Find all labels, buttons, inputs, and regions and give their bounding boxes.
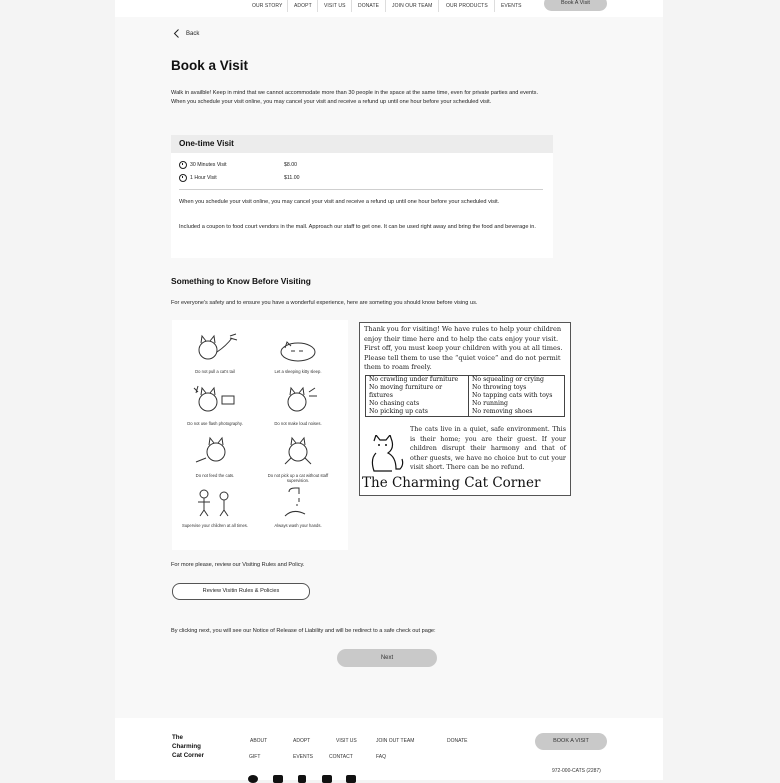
nav-visit-us[interactable]: VISIT US xyxy=(324,3,346,9)
footer-link-join-team[interactable]: JOIN OUT TEAM xyxy=(376,738,415,744)
rule-item: No throwing toys xyxy=(472,384,527,391)
logo-line: Cat Corner xyxy=(172,752,204,759)
card-title: One-time Visit xyxy=(171,135,553,153)
footer-link-contact[interactable]: CONTACT xyxy=(329,754,353,760)
option-label: 30 Minutes Visit xyxy=(190,162,227,168)
nav-divider xyxy=(351,0,352,12)
rule-caption: Do not pull a cat's tail xyxy=(195,369,235,374)
nav-donate[interactable]: DONATE xyxy=(358,3,380,9)
footer-link-adopt[interactable]: ADOPT xyxy=(293,738,311,744)
nav-our-story[interactable]: OUR STORY xyxy=(252,3,283,9)
more-info-text: For more please, review our Visiting Rules and Policy. xyxy=(171,562,305,568)
rule-item: No running xyxy=(472,400,508,407)
rule-caption: Always wash your hands. xyxy=(274,523,322,528)
liability-note: By clicking next, you will see our Notice of Release of Liability and will be redirect to a safe check out page: xyxy=(171,628,436,634)
intro-line-1: Walk in availble! Keep in mind that we cannot accommodate more than 30 people in the space at the same time, even for private parties and events. xyxy=(171,90,539,96)
rule-caption: Supervise your children at all times. xyxy=(181,523,249,528)
rule-item: No squealing or crying xyxy=(472,376,544,383)
rule-cell xyxy=(258,486,338,528)
clock-icon xyxy=(179,161,187,169)
rule-cell xyxy=(258,332,338,374)
rule-item: No moving furniture or fixtures xyxy=(369,384,443,399)
pick-up-cat-icon xyxy=(275,436,321,470)
rule-caption: Do not pick up a cat without staff supervision. xyxy=(267,473,329,483)
clock-icon xyxy=(179,174,187,182)
wash-hands-icon xyxy=(275,486,321,520)
rule-item: No tapping cats with toys xyxy=(472,392,553,399)
next-button[interactable]: Next xyxy=(337,649,437,667)
cat-silhouette-icon xyxy=(366,435,406,475)
rules-illustration xyxy=(172,320,348,550)
logo-line: Charming xyxy=(172,743,201,750)
facebook-icon[interactable] xyxy=(248,775,258,783)
rule-item: No removing shoes xyxy=(472,408,533,415)
footer-link-visit-us[interactable]: VISIT US xyxy=(336,738,357,744)
notice-brand: The Charming Cat Corner xyxy=(362,475,541,491)
nav-our-products[interactable]: OUR PRODUCTS xyxy=(446,3,488,9)
intro-line-2: When you schedule your visit online, you may cancel your visit and receive a refund up until one hour before your scheduled visit. xyxy=(171,99,492,105)
rule-item: No picking up cats xyxy=(369,408,428,415)
rule-caption: Do not use flash photography. xyxy=(187,421,243,426)
youtube-icon[interactable] xyxy=(322,775,332,783)
cat-tail-icon xyxy=(192,332,238,366)
card-note-coupon: Included a coupon to food court vendors in the mall. Approach our staff to get one. It can be used right away and bring the food and beverage in. xyxy=(179,224,536,230)
chevron-left-icon xyxy=(173,29,180,38)
section-subtitle: For everyone's safety and to ensure you have a wonderful experience, here are someting you should know before vising us. xyxy=(171,300,478,306)
section-title: Something to Know Before Visiting xyxy=(171,276,311,286)
rule-cell xyxy=(175,384,255,426)
footer-link-faq[interactable]: FAQ xyxy=(376,754,387,760)
page-title: Book a Visit xyxy=(171,58,249,73)
nav-adopt[interactable]: ADOPT xyxy=(294,3,312,9)
rule-caption: Do not make loud noises. xyxy=(274,421,322,426)
children-icon xyxy=(192,486,238,520)
option-30-minutes[interactable] xyxy=(179,161,379,169)
review-rules-button[interactable]: Review Visitin Rules & Policies xyxy=(172,583,310,600)
footer-logo[interactable] xyxy=(172,733,204,760)
nav-divider xyxy=(385,0,386,12)
rule-cell xyxy=(175,486,255,528)
rule-caption: Let a sleeping kitty sleep. xyxy=(274,369,322,374)
rule-cell xyxy=(258,436,338,483)
option-1-hour[interactable] xyxy=(179,174,379,182)
card-note-cancel: When you schedule your visit online, you may cancel your visit and receive a refund up until one hour before your scheduled visit. xyxy=(179,199,500,205)
rule-item: No chasing cats xyxy=(369,400,420,407)
nav-divider xyxy=(438,0,439,12)
camera-flash-icon xyxy=(192,384,238,418)
top-nav-bar xyxy=(115,0,663,17)
back-label: Back xyxy=(186,30,200,37)
footer-phone: 972-000-CATS (2287) xyxy=(552,768,601,774)
instagram-icon[interactable] xyxy=(273,775,283,783)
rules-table xyxy=(365,375,565,417)
back-link[interactable] xyxy=(173,29,199,38)
footer-link-about[interactable]: ABOUT xyxy=(250,738,268,744)
book-a-visit-button[interactable]: Book A Visit xyxy=(544,0,607,11)
logo-line: The xyxy=(172,734,184,741)
option-label: 1 Hour Visit xyxy=(190,175,217,181)
visiting-rules-notice xyxy=(359,322,571,496)
feeding-cat-icon xyxy=(192,436,238,470)
nav-divider xyxy=(494,0,495,12)
nav-join-our-team[interactable]: JOIN OUR TEAM xyxy=(392,3,433,9)
rule-caption: Do not feed the cats. xyxy=(195,473,235,478)
rule-cell xyxy=(175,436,255,478)
twitter-icon[interactable] xyxy=(346,775,356,783)
rule-cell xyxy=(175,332,255,374)
option-price: $8.00 xyxy=(284,162,297,168)
nav-events[interactable]: EVENTS xyxy=(501,3,522,9)
page xyxy=(115,0,663,780)
notice-closing: The cats live in a quiet, safe environment. This is their home; you are their guest. If your children disrupt their harmony and that of other guests, we have no choice but to cut your visit short. There can be no refund. xyxy=(410,425,566,472)
loud-noise-icon xyxy=(275,384,321,418)
rule-cell xyxy=(258,384,338,426)
nav-divider xyxy=(317,0,318,12)
tiktok-icon[interactable] xyxy=(298,775,306,783)
nav-divider xyxy=(287,0,288,12)
notice-intro: Thank you for visiting! We have rules to help your children enjoy their time here and to help the cats enjoy your visit. First off, you must keep your children with you at all times. Please tell them to use the “quiet voice” and do not permit them to roam freely. xyxy=(364,325,563,372)
sleeping-cat-icon xyxy=(275,332,321,366)
rule-item: No crawling under furniture xyxy=(369,376,459,383)
footer xyxy=(115,718,663,780)
footer-link-events[interactable]: EVENTS xyxy=(293,754,314,760)
footer-book-button[interactable]: BOOK A VISIT xyxy=(535,733,607,750)
footer-link-donate[interactable]: DONATE xyxy=(447,738,468,744)
card-divider xyxy=(179,189,543,190)
one-time-visit-card xyxy=(171,135,553,258)
option-price: $11.00 xyxy=(284,175,300,181)
footer-link-gift[interactable]: GIFT xyxy=(249,754,261,760)
intro-text xyxy=(171,89,611,107)
